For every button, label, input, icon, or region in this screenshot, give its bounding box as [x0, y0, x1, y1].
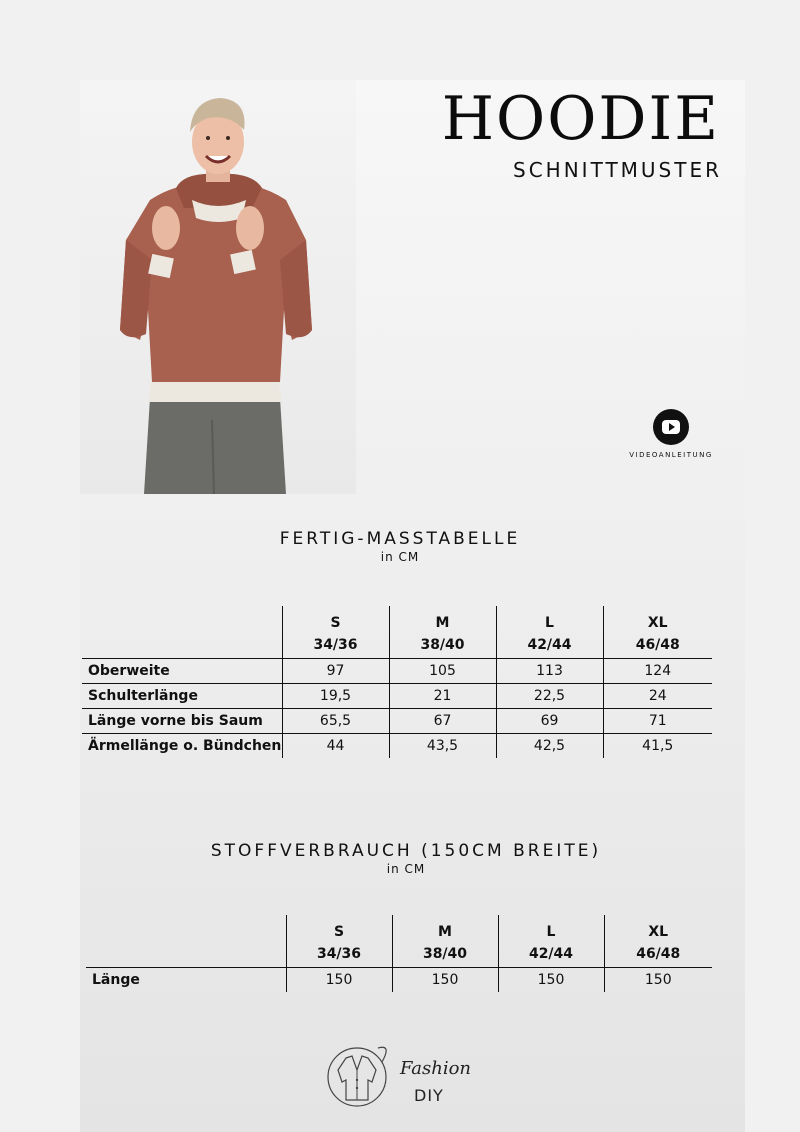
column-header-m: M 38/40 — [389, 606, 496, 659]
table-row — [86, 968, 712, 993]
table-cell: 43,5 — [389, 734, 496, 759]
row-label: Schulterlänge — [82, 684, 282, 709]
measurement-table — [82, 606, 712, 758]
column-header-xl: XL 46/48 — [603, 606, 712, 659]
jacket-logo-icon — [322, 1040, 392, 1110]
table-cell: 150 — [604, 968, 712, 993]
table-cell: 150 — [392, 968, 498, 993]
table-header-empty — [86, 915, 286, 968]
logo-script-text: Fashion — [400, 1058, 472, 1079]
table-row — [82, 709, 712, 734]
column-header-s: S 34/36 — [282, 606, 389, 659]
row-label: Ärmellänge o. Bündchen — [88, 738, 282, 754]
table-row — [82, 684, 712, 709]
row-label: Länge vorne bis Saum — [82, 709, 282, 734]
table-cell: 21 — [389, 684, 496, 709]
product-photo — [80, 80, 356, 494]
fabric-table-title: STOFFVERBRAUCH (150CM BREITE) — [210, 841, 602, 861]
youtube-icon[interactable] — [653, 409, 689, 445]
table-header-row — [82, 606, 712, 659]
table-header-row — [86, 915, 712, 968]
table-cell: 150 — [286, 968, 392, 993]
column-header-xl: XL 46/48 — [604, 915, 712, 968]
table-cell: 44 — [282, 734, 389, 759]
table-cell: 69 — [496, 709, 603, 734]
column-header-s: S 34/36 — [286, 915, 392, 968]
column-header-l: L 42/44 — [498, 915, 604, 968]
table-cell: 124 — [603, 659, 712, 684]
column-header-m: M 38/40 — [392, 915, 498, 968]
page-subtitle: SCHNITTMUSTER — [513, 158, 722, 182]
table-cell: 71 — [603, 709, 712, 734]
table-cell: 41,5 — [603, 734, 712, 759]
column-header-l: L 42/44 — [496, 606, 603, 659]
table-cell: 65,5 — [282, 709, 389, 734]
table-row — [82, 734, 712, 759]
measurement-table-unit: in CM — [380, 550, 420, 564]
play-icon — [669, 423, 675, 431]
fabric-table — [86, 915, 712, 992]
fabric-table-unit: in CM — [386, 862, 426, 876]
measurement-table-title: FERTIG-MASSTABELLE — [279, 529, 521, 549]
row-label: Länge — [92, 972, 140, 988]
table-cell: 105 — [389, 659, 496, 684]
table-cell: 22,5 — [496, 684, 603, 709]
table-cell: 42,5 — [496, 734, 603, 759]
table-row — [82, 659, 712, 684]
table-cell: 97 — [282, 659, 389, 684]
table-cell: 24 — [603, 684, 712, 709]
row-label: Oberweite — [82, 659, 282, 684]
logo-diy-text: DIY — [414, 1086, 444, 1105]
table-cell: 19,5 — [282, 684, 389, 709]
video-label[interactable]: VIDEOANLEITUNG — [629, 451, 713, 459]
table-cell: 113 — [496, 659, 603, 684]
table-header-empty — [82, 606, 282, 659]
table-cell: 150 — [498, 968, 604, 993]
page-title: HOODIE — [441, 84, 720, 154]
table-cell: 67 — [389, 709, 496, 734]
